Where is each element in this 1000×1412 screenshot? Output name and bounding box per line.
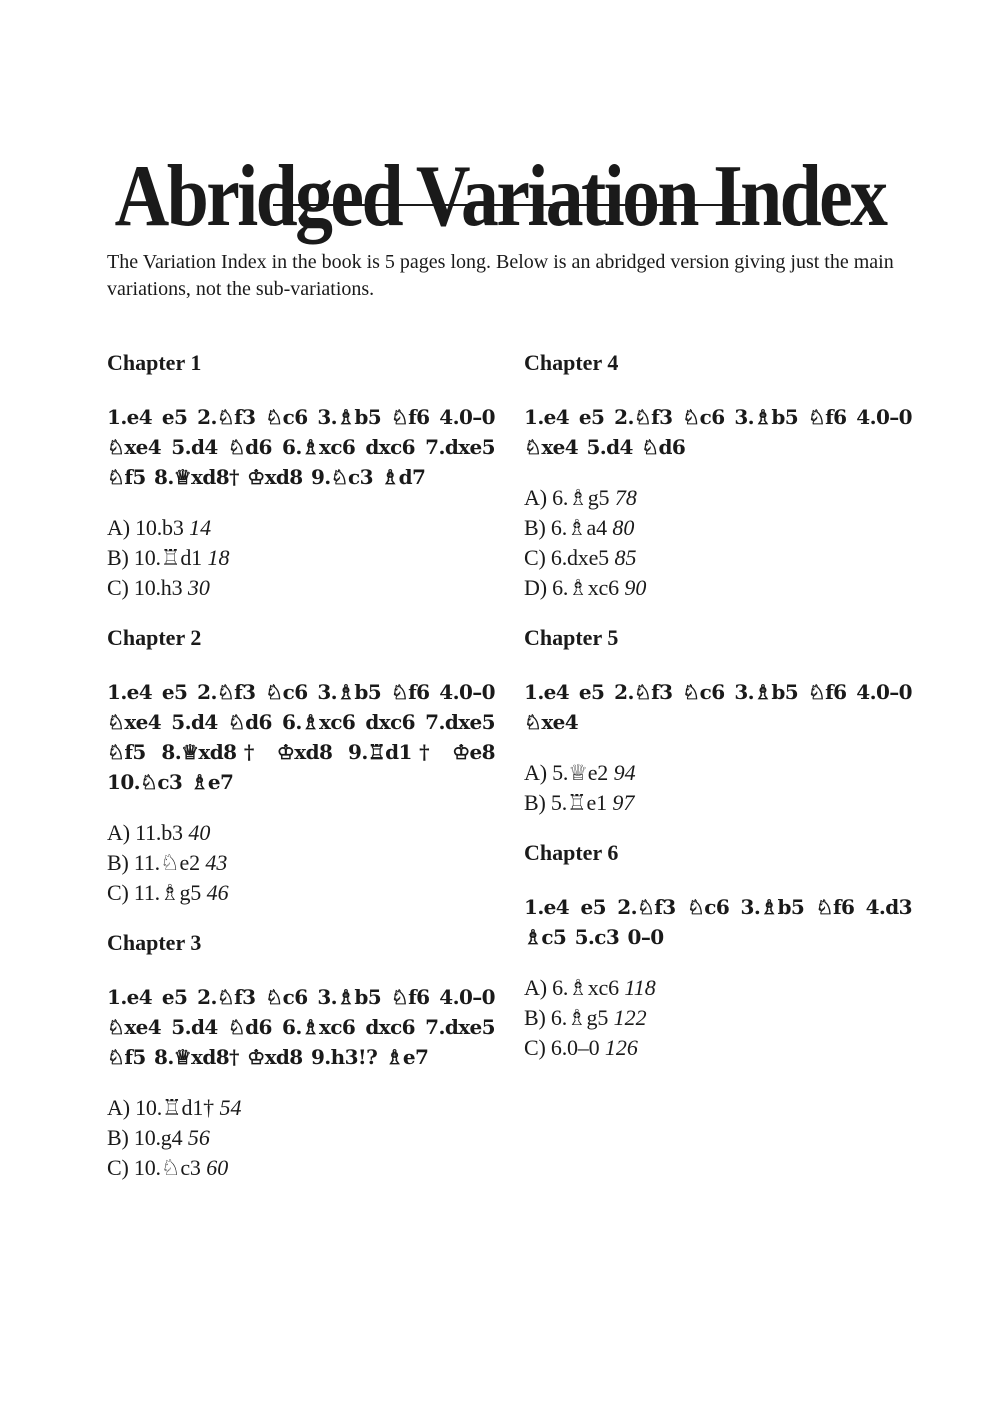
variation-page: 80 bbox=[612, 515, 635, 540]
chapter-title: Chapter 2 bbox=[107, 625, 202, 650]
variation-entry bbox=[524, 513, 912, 543]
variation-page: 30 bbox=[187, 575, 210, 600]
variation-entry bbox=[107, 1093, 495, 1123]
variation-move: B) 11.♘e2 bbox=[107, 850, 200, 875]
variation-entry bbox=[107, 878, 495, 908]
variation-move: C) 6.0–0 bbox=[524, 1035, 600, 1060]
variation-entry bbox=[107, 543, 495, 573]
chapter-1 bbox=[107, 346, 495, 603]
variation-entry bbox=[107, 573, 495, 603]
variation-move: B) 6.♗a4 bbox=[524, 515, 607, 540]
chapter-main-line: 1.e4 e5 2.♘f3 ♘c6 3.♗b5 ♘f6 4.0–0 ♘xe4 5.d4 ♘d6 bbox=[524, 405, 912, 459]
chapter-4 bbox=[524, 346, 912, 603]
chapter-title: Chapter 5 bbox=[524, 625, 619, 650]
variation-page: 90 bbox=[624, 575, 647, 600]
variation-move: D) 6.♗xc6 bbox=[524, 575, 619, 600]
variation-entry bbox=[524, 1003, 912, 1033]
variation-move: A) 11.b3 bbox=[107, 820, 183, 845]
variation-entry bbox=[524, 573, 912, 603]
left-column bbox=[107, 346, 495, 1201]
variation-page: 14 bbox=[189, 515, 212, 540]
chapter-main-line: 1.e4 e5 2.♘f3 ♘c6 3.♗b5 ♘f6 4.d3 ♗c5 5.c3 0–0 bbox=[524, 895, 912, 949]
variation-move: B) 10.♖d1 bbox=[107, 545, 202, 570]
chapter-2 bbox=[107, 621, 495, 908]
chapter-title: Chapter 4 bbox=[524, 350, 619, 375]
chapter-title: Chapter 6 bbox=[524, 840, 619, 865]
variation-page: 122 bbox=[613, 1005, 647, 1030]
variation-page: 60 bbox=[206, 1155, 229, 1180]
chapter-6 bbox=[524, 836, 912, 1063]
variation-page: 54 bbox=[219, 1095, 242, 1120]
chapter-main-line: 1.e4 e5 2.♘f3 ♘c6 3.♗b5 ♘f6 4.0–0 ♘xe4 5.d4 ♘d6 6.♗xc6 dxc6 7.dxe5 ♘f5 8.♕xd8† ♔xd8 9.h3!? ♗e7 bbox=[107, 985, 495, 1069]
chapter-main-line: 1.e4 e5 2.♘f3 ♘c6 3.♗b5 ♘f6 4.0–0 ♘xe4 5.d4 ♘d6 6.♗xc6 dxc6 7.dxe5 ♘f5 8.♕xd8† ♔xd8 9.♘c3 ♗d7 bbox=[107, 405, 495, 489]
variation-page: 118 bbox=[624, 975, 656, 1000]
chapter-main-line: 1.e4 e5 2.♘f3 ♘c6 3.♗b5 ♘f6 4.0–0 ♘xe4 5.d4 ♘d6 6.♗xc6 dxc6 7.dxe5 ♘f5 8.♕xd8† ♔xd8 9.♖d1† ♔e8 10.♘c3 ♗e7 bbox=[107, 680, 495, 794]
variation-move: A) 5.♕e2 bbox=[524, 760, 609, 785]
variation-page: 126 bbox=[604, 1035, 638, 1060]
variation-page: 43 bbox=[205, 850, 228, 875]
title-divider bbox=[273, 204, 745, 206]
variation-entry bbox=[524, 1033, 912, 1063]
variation-entry bbox=[107, 1153, 495, 1183]
right-column bbox=[524, 346, 912, 1081]
variation-move: C) 11.♗g5 bbox=[107, 880, 202, 905]
variation-page: 18 bbox=[207, 545, 230, 570]
chapter-5 bbox=[524, 621, 912, 818]
variation-page: 94 bbox=[613, 760, 636, 785]
variation-move: C) 10.h3 bbox=[107, 575, 183, 600]
variation-entry bbox=[524, 543, 912, 573]
chapter-3 bbox=[107, 926, 495, 1183]
variation-page: 97 bbox=[612, 790, 635, 815]
chapter-main-line: 1.e4 e5 2.♘f3 ♘c6 3.♗b5 ♘f6 4.0–0 ♘xe4 bbox=[524, 680, 912, 734]
variation-page: 40 bbox=[188, 820, 211, 845]
variation-entry bbox=[524, 788, 912, 818]
variation-entry bbox=[524, 758, 912, 788]
variation-move: C) 10.♘c3 bbox=[107, 1155, 201, 1180]
chapter-title: Chapter 3 bbox=[107, 930, 202, 955]
variation-move: B) 5.♖e1 bbox=[524, 790, 607, 815]
variation-move: A) 10.b3 bbox=[107, 515, 184, 540]
variation-move: B) 6.♗g5 bbox=[524, 1005, 609, 1030]
variation-page: 46 bbox=[206, 880, 229, 905]
variation-entry bbox=[524, 973, 912, 1003]
variation-entry bbox=[524, 483, 912, 513]
variation-move: C) 6.dxe5 bbox=[524, 545, 609, 570]
variation-entry bbox=[107, 1123, 495, 1153]
variation-entry bbox=[107, 848, 495, 878]
variation-move: A) 10.♖d1† bbox=[107, 1095, 214, 1120]
variation-entry bbox=[107, 513, 495, 543]
variation-page: 56 bbox=[187, 1125, 210, 1150]
variation-move: B) 10.g4 bbox=[107, 1125, 183, 1150]
variation-page: 85 bbox=[614, 545, 637, 570]
page-title: Abridged Variation Index bbox=[114, 147, 886, 245]
variation-move: A) 6.♗g5 bbox=[524, 485, 610, 510]
chapter-title: Chapter 1 bbox=[107, 350, 202, 375]
variation-page: 78 bbox=[614, 485, 637, 510]
variation-entry bbox=[107, 818, 495, 848]
variation-move: A) 6.♗xc6 bbox=[524, 975, 619, 1000]
intro-paragraph: The Variation Index in the book is 5 pages long. Below is an abridged version giving just the main variations, not the sub-variations. bbox=[107, 251, 894, 300]
